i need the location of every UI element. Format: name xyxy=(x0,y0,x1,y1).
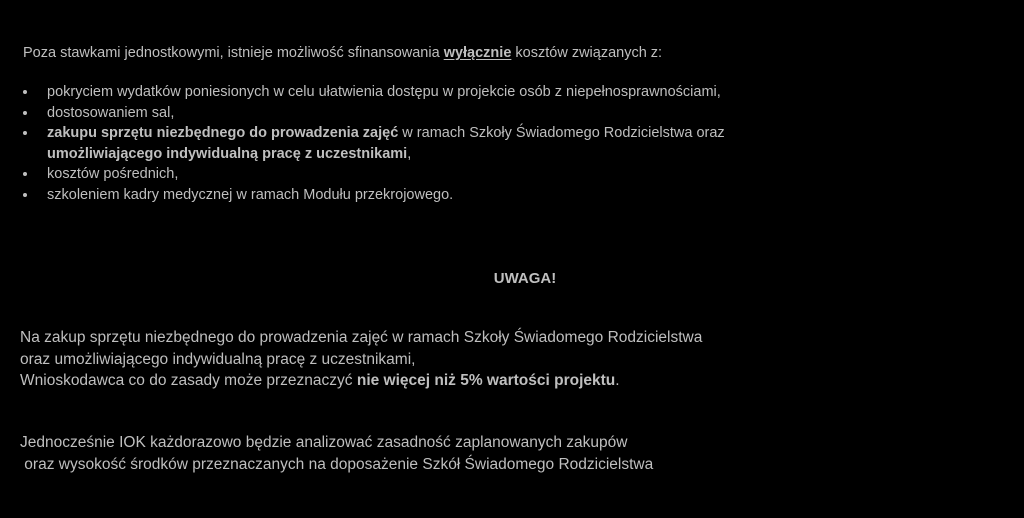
paragraph-bold: nie więcej niż 5% wartości projektu xyxy=(356,372,616,389)
list-item-text: pokryciem wydatków poniesionych w celu ułatwienia dostępu w projekcie osób z niepełnosprawnościami, xyxy=(47,84,721,100)
list-item-text: , xyxy=(407,145,412,162)
list-item-text: w ramach Szkoły Świadomego Rodzicielstwa oraz xyxy=(398,125,725,141)
bullet-icon xyxy=(23,90,27,94)
intro-emphasis: wyłącznie xyxy=(443,45,512,61)
paragraph-line: Na zakup sprzętu niezbędnego do prowadzenia zajęć w ramach Szkoły Świadomego Rodzicielstwa xyxy=(20,329,703,346)
paragraph-line: Jednocześnie IOK każdorazowo będzie analizować zasadność zaplanowanych zakupów xyxy=(20,434,628,451)
list-item xyxy=(23,123,725,164)
list-item xyxy=(23,185,725,206)
list-item-bold: umożliwiającego indywidualną pracę z uczestnikami xyxy=(47,145,408,162)
list-item-text: szkoleniem kadry medycznej w ramach Modułu przekrojowego. xyxy=(47,186,454,203)
list-item-text: dostosowaniem sal, xyxy=(47,104,175,121)
bullet-icon xyxy=(23,193,27,197)
list-item xyxy=(23,103,725,124)
list-item xyxy=(23,164,725,185)
paragraph-iok-analysis xyxy=(20,432,653,475)
warning-heading: UWAGA! xyxy=(493,270,557,287)
list-item xyxy=(23,82,725,103)
list-item-text: kosztów pośrednich, xyxy=(47,166,179,182)
cost-list xyxy=(23,82,725,205)
paragraph-line: Wnioskodawca co do zasady może przeznaczyć xyxy=(20,372,357,389)
paragraph-line: oraz umożliwiającego indywidualną pracę z uczestnikami, xyxy=(20,350,416,368)
intro-before: Poza stawkami jednostkowymi, istnieje możliwość sfinansowania xyxy=(23,45,440,61)
intro-text xyxy=(23,43,662,63)
bullet-icon xyxy=(23,131,27,135)
paragraph-line: oraz wysokość środków przeznaczanych na doposażenie Szkół Świadomego Rodzicielstwa xyxy=(20,455,654,473)
paragraph-budget-limit xyxy=(20,327,702,392)
bullet-icon xyxy=(23,172,27,176)
list-item-bold: zakupu sprzętu niezbędnego do prowadzenia zajęć xyxy=(47,125,399,141)
bullet-icon xyxy=(23,111,27,115)
intro-after: kosztów związanych z: xyxy=(511,45,663,61)
paragraph-line: . xyxy=(615,372,620,389)
